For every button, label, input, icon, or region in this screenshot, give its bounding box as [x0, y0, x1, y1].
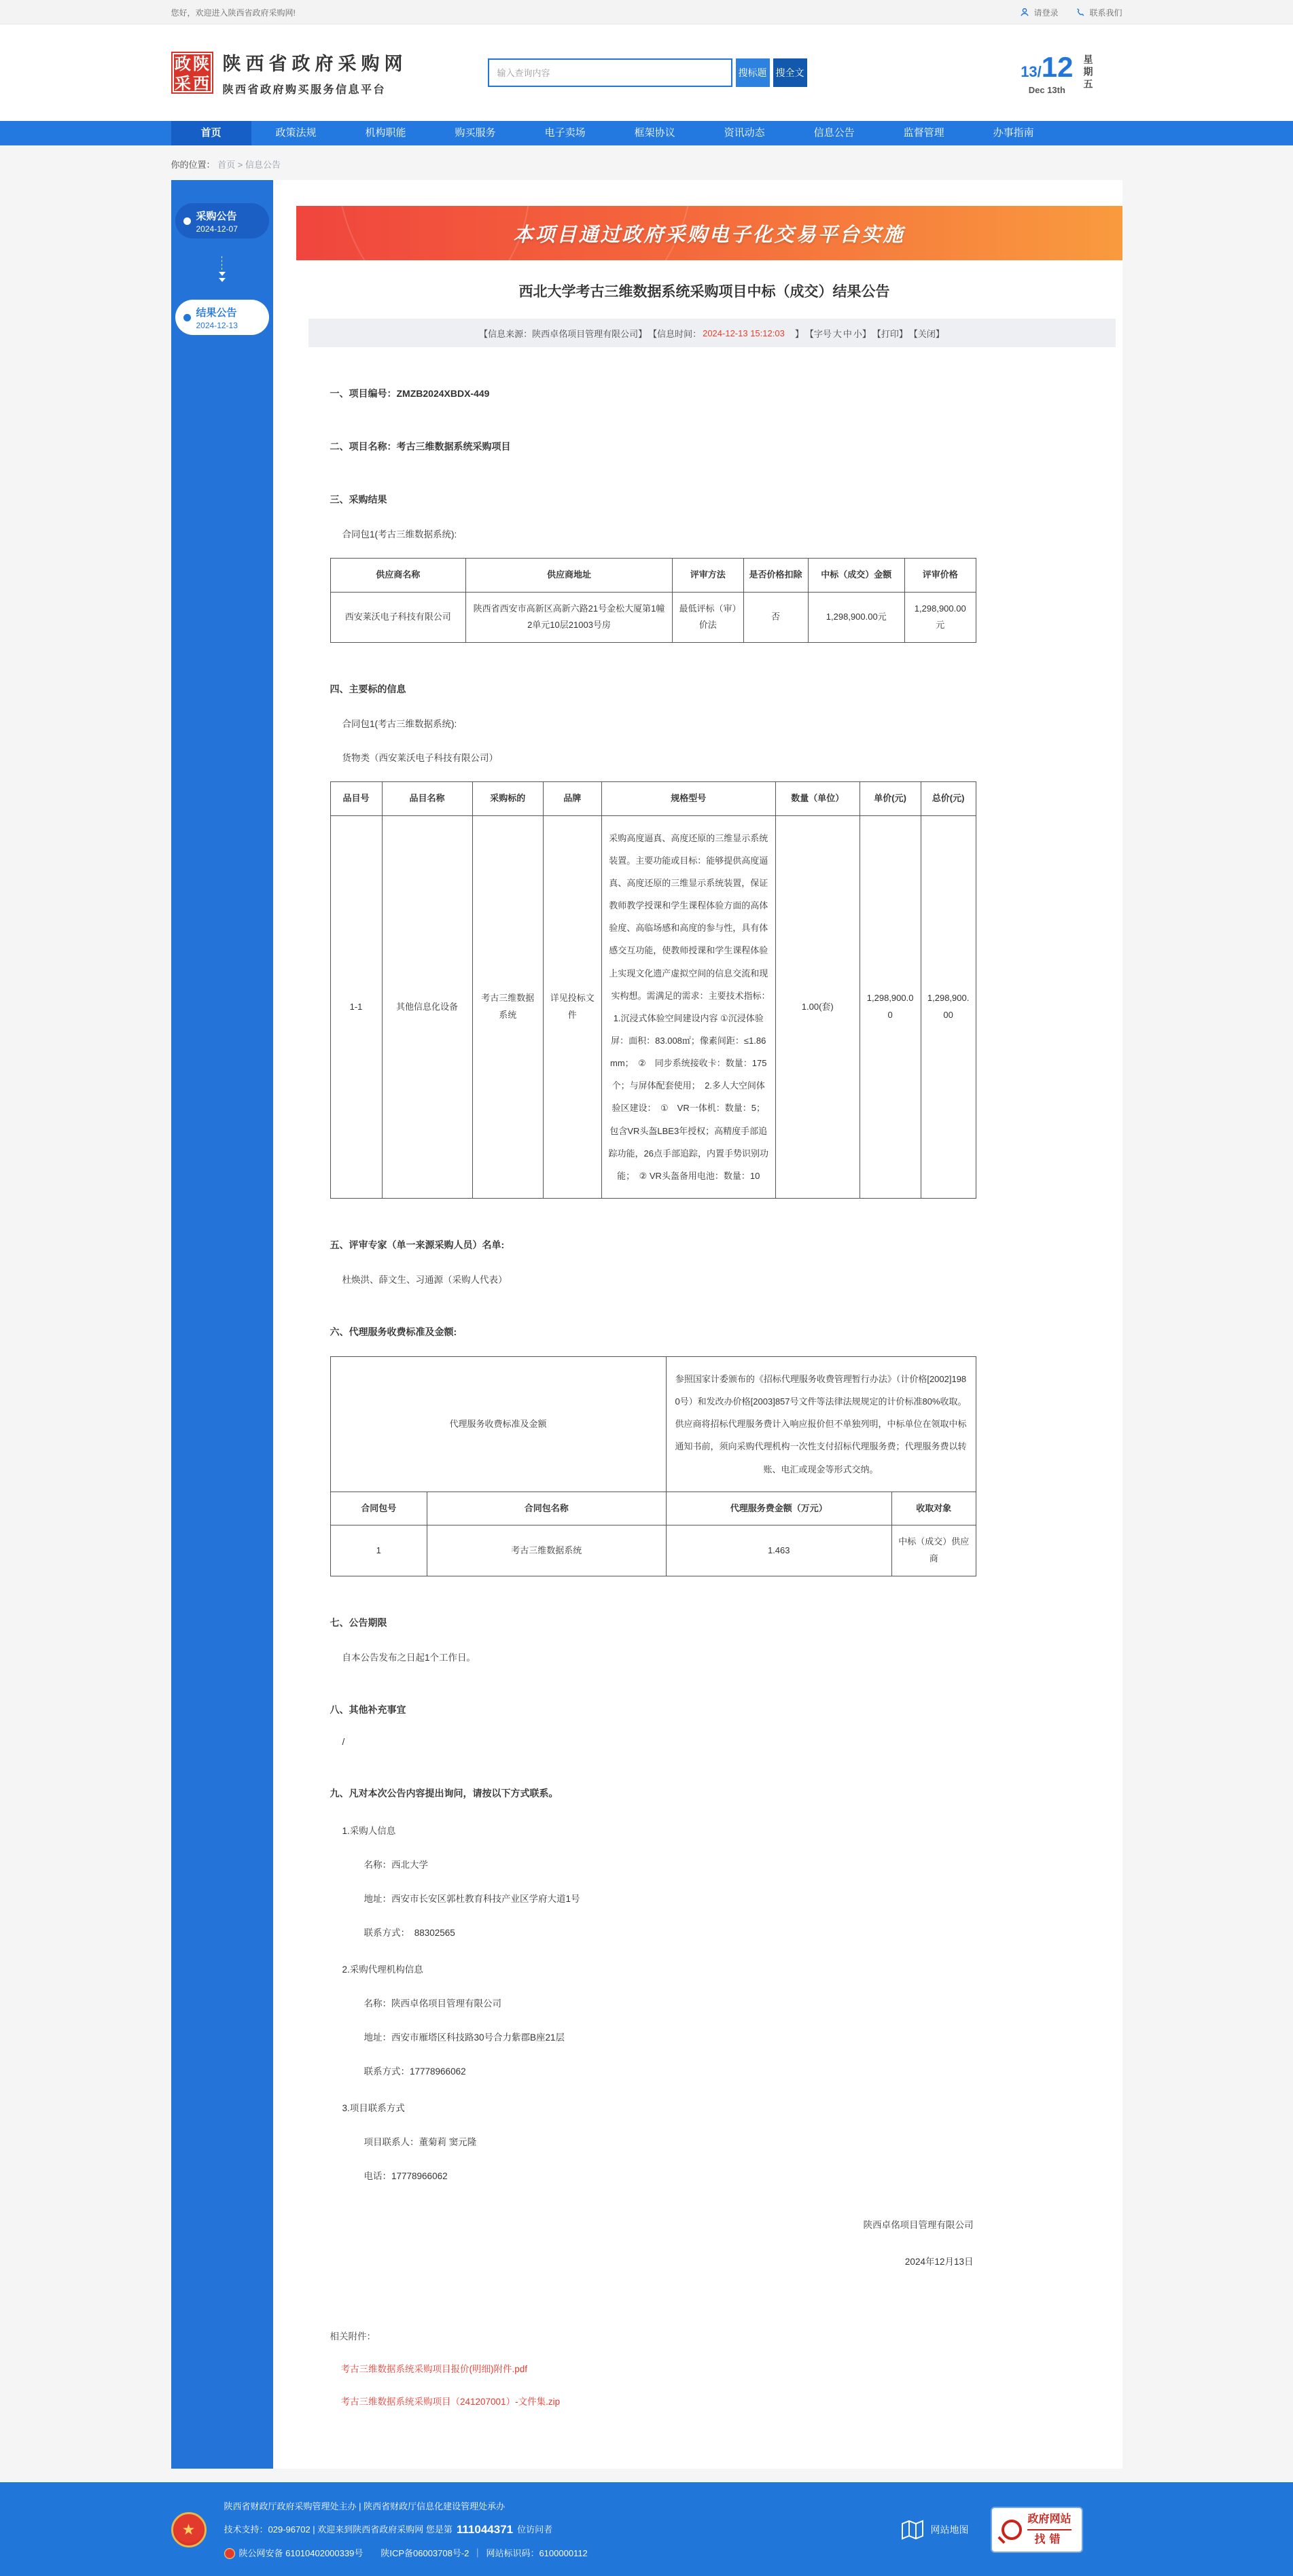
weekday-label: 星期五: [1082, 54, 1094, 91]
nav-item-supervision[interactable]: 监督管理: [903, 127, 944, 139]
nav-item-news[interactable]: 资讯动态: [724, 127, 765, 139]
search-input[interactable]: [488, 58, 732, 87]
platform-banner: [296, 206, 1122, 260]
section-6-heading: 六、代理服务收费标准及金额:: [330, 1326, 457, 1337]
magnifier-icon: [1002, 2520, 1022, 2540]
experts-line: 杜焕洪、薛文生、习通源（采购人代表）: [342, 1275, 508, 1285]
purchaser-info-title: 1.采购人信息: [342, 1825, 396, 1836]
package-line: 合同包1(考古三维数据系统):: [342, 719, 457, 730]
search-title-button[interactable]: 搜标题: [736, 58, 770, 87]
spec-cell: 采购高度逼真、高度还原的三维显示系统装置。主要功能或目标：能够提供高度逼真、高度还原的三维显示系统装置，保证教师教学授课和学生课程体验方面的高体验度、高临场感和高度的参与性，具有体感交互功能，使教师授课和学生课程体验上实现文化遗产虚拟空间的信息交流和现实构想。需满足的需求：主要技术指标： 1.沉浸式体验空间建设内容 ①沉浸体验屏：面积：83.008㎡；像素间距：≤1.86mm； ② 同步系统接收卡：数量：175个；与屏体配套使用； 2.多人大空间体验区建设： ① VR一体机：数量：5；包含VR头盔LBE3年授权；高精度手部追踪功能，26点手部追踪，内置手势识别功能； ② VR头盔备用电池：数量：10: [601, 815, 776, 1198]
site-title: 陕西省政府采购网: [222, 54, 408, 74]
fontsize-medium-button[interactable]: 中: [843, 328, 852, 339]
notice-period-line: 自本公告发布之日起1个工作日。: [342, 1652, 476, 1663]
err-badge-title: 政府网站: [1027, 2513, 1071, 2526]
fontsize-large-button[interactable]: 大: [832, 328, 842, 339]
breadcrumb-current: 信息公告: [245, 160, 281, 170]
agency-phone: 联系方式：17778966062: [364, 2066, 466, 2077]
table-header-row: 合同包号 合同包名称 代理服务费金额（万元） 收取对象: [330, 1492, 976, 1525]
nav-item-purchase-services[interactable]: 购买服务: [455, 127, 496, 139]
section-4-heading: 四、主要标的信息: [330, 684, 406, 695]
article-main: [273, 180, 1122, 2469]
category-line: 货物类（西安莱沃电子科技有限公司）: [342, 753, 498, 764]
other-matters-line: /: [342, 1736, 345, 1747]
attachment-zip-link[interactable]: 考古三维数据系统采购项目（241207001）-文件集.zip: [340, 2396, 561, 2407]
project-contact-phone: 电话：17778966062: [364, 2170, 448, 2181]
fee-text-cell: 参照国家计委颁布的《招标代理服务收费管理暂行办法》（计价格[2002]1980号）和发改办价格[2003]857号文件等法律法规规定的计价标准80%收取。供应商将招标代理服务费计入响应报价但不单独列明，中标单位在领取中标通知书前，须向采购代理机构一次性支付招标代理服务费；代理服务费以转账、电汇或现金等形式交纳。: [666, 1357, 976, 1492]
sitemap-link[interactable]: [901, 2520, 969, 2540]
agency-address: 地址：西安市雁塔区科技路30号合力紫郡B座21层: [364, 2032, 565, 2043]
breadcrumb-home-link[interactable]: 首页: [217, 160, 236, 170]
site-header: [0, 24, 1293, 121]
site-subtitle: 陕西省政府购买服务信息平台: [222, 84, 387, 96]
search-fulltext-button[interactable]: 搜全文: [773, 58, 807, 87]
project-contact-title: 3.项目联系方式: [342, 2102, 405, 2113]
fontsize-label: 【字号: [804, 328, 832, 339]
date-english: Dec 13th: [1028, 84, 1065, 95]
signature-block: [330, 2217, 976, 2268]
site-footer: ★ 陕西省财政厅政府采购管理处主办 | 陕西省财政厅信息化建设管理处承办 技术支持：029-96702 | 欢迎来到陕西省政府采购网 您是第 111044371 位访问者 陕公网安备 61010402000339号 陕ICP备06003708号-2 ｜ 网站标识码：6100000112 网站地图 政府网站 找错: [0, 2482, 1293, 2576]
banner-text: 本项目通过政府采购电子化交易平台实施: [513, 224, 905, 246]
purchaser-address: 地址：西安市长安区郭杜教育科技产业区学府大道1号: [364, 1893, 580, 1904]
err-badge-sub: 找错: [1027, 2529, 1071, 2547]
contact-link[interactable]: [1076, 7, 1122, 18]
contact-label: 联系我们: [1089, 7, 1122, 18]
nav-item-guide[interactable]: 办事指南: [993, 127, 1034, 139]
table-header-row: 品目号 品目名称 采购标的 品牌 规格型号 数量（单位） 单价(元) 总价(元): [330, 782, 976, 816]
breadcrumb-bar: [0, 145, 1293, 180]
result-table: [330, 558, 976, 643]
timeline-arrow-icon: [175, 256, 269, 282]
signature-company: 陕西卓佲项目管理有限公司: [863, 2219, 974, 2230]
user-icon: [1020, 7, 1029, 17]
project-contact-person: 项目联系人：董菊莉 窦元隆: [364, 2136, 477, 2147]
section-2-heading: 二、项目名称：考古三维数据系统采购项目: [330, 441, 511, 452]
nav-item-functions[interactable]: 机构职能: [365, 127, 406, 139]
breadcrumb-prefix: 你的位置：: [171, 160, 215, 170]
icp-beian[interactable]: 陕ICP备06003708号-2: [380, 2547, 470, 2558]
breadcrumb-separator: >: [237, 160, 243, 170]
nav-item-home[interactable]: 首页: [171, 121, 251, 145]
nav-item-framework[interactable]: 框架协议: [634, 127, 675, 139]
page-title: 西北大学考古三维数据系统采购项目中标（成交）结果公告: [518, 284, 890, 300]
topbar: [0, 0, 1293, 24]
police-badge-icon: [224, 2548, 235, 2559]
signature-date: 2024年12月13日: [904, 2256, 974, 2267]
site-logo: [171, 49, 408, 96]
welcome-text: 您好，欢迎进入陕西省政府采购网!: [171, 7, 296, 18]
gongan-beian[interactable]: 陕公网安备 61010402000339号: [238, 2547, 364, 2558]
attachment-pdf-link[interactable]: 考古三维数据系统采购项目报价(明细)附件.pdf: [340, 2363, 528, 2374]
nav-item-announcements[interactable]: 信息公告: [813, 127, 855, 139]
print-button[interactable]: 【打印】: [872, 328, 908, 339]
sidebar-item-result-notice[interactable]: [175, 300, 269, 335]
table-row: 1 考古三维数据系统 1.463 中标（成交）供应商: [330, 1525, 976, 1576]
login-link[interactable]: [1020, 7, 1058, 18]
date-month: 13/: [1021, 63, 1042, 80]
table-header-row: 供应商名称 供应商地址 评审方法 是否价格扣除 中标（成交）金额 评审价格: [330, 559, 976, 593]
content-area: [171, 180, 1122, 2469]
section-8-heading: 八、其他补充事宜: [330, 1704, 406, 1715]
close-button[interactable]: 【关闭】: [908, 328, 944, 339]
package-line: 合同包1(考古三维数据系统):: [342, 529, 457, 540]
nav-item-e-market[interactable]: 电子卖场: [544, 127, 586, 139]
attachments-label: 相关附件：: [330, 2331, 376, 2342]
section-3-heading: 三、采购结果: [330, 494, 387, 505]
national-emblem-icon: ★: [171, 2512, 207, 2547]
sidebar-item-date: 2024-12-07: [196, 224, 238, 234]
map-icon: [901, 2520, 924, 2540]
section-9-heading: 九、凡对本次公告内容提出询问，请按以下方式联系。: [330, 1787, 559, 1799]
footer-support-text: 技术支持：029-96702 | 欢迎来到陕西省政府采购网 您是第: [224, 2524, 453, 2535]
meta-time-label: 【信息时间：: [648, 328, 702, 339]
table-row: 西安莱沃电子科技有限公司 陕西省西安市高新区高新六路21号金松大厦第1幢2单元10层21003号房 最低评标（审）价法 否 1,298,900.00元 1,298,900.00元: [330, 592, 976, 642]
agency-info-title: 2.采购代理机构信息: [342, 1964, 423, 1975]
purchaser-phone: 联系方式： 88302565: [364, 1927, 455, 1938]
sidebar-item-label: 采购公告: [196, 210, 237, 222]
footer-gap: [0, 2469, 1293, 2482]
sidebar-item-label: 结果公告: [196, 306, 237, 319]
footer-organizer-line: 陕西省财政厅政府采购管理处主办 | 陕西省财政厅信息化建设管理处承办: [224, 2501, 506, 2511]
subject-table: [330, 781, 976, 1199]
purchaser-name: 名称：西北大学: [364, 1859, 428, 1870]
meta-time-value: 2024-12-13 15:12:03: [703, 328, 785, 338]
table-row: 1-1 其他信息化设备 考古三维数据系统 详见投标文件 采购高度逼真、高度还原的三维显示系统装置。主要功能或目标：能够提供高度逼真、高度还原的三维显示系统装置，保证教师教学授课和学生课程体验方面的高体验度、高临场感和高度的参与性，具有体感交互功能，使教师授课和学生课程体验上实现文化遗产虚拟空间的信息交流和现实构想。需满足的需求：主要技术指标： 1.沉浸式体验空间建设内容 ①沉浸体验屏：面积：83.008㎡；像素间距：≤1.86mm； ② 同步系统接收卡：数量：175个；与屏体配套使用； 2.多人大空间体验区建设： ① VR一体机：数量：5；包含VR头盔LBE3年授权；高精度手部追踪功能，26点手部追踪，内置手势识别功能； ② VR头盔备用电池：数量：10 1.00(套) 1,298,900.00 1,298,900.00: [330, 815, 976, 1198]
gov-site-error-report-badge[interactable]: [992, 2508, 1082, 2552]
date-day: 12: [1041, 50, 1074, 83]
main-nav: [0, 121, 1293, 145]
nav-item-policies[interactable]: 政策法规: [275, 127, 317, 139]
timeline-dot-icon: [183, 217, 191, 225]
sidebar-item-purchase-notice[interactable]: [175, 203, 269, 239]
fontsize-small-button[interactable]: 小】: [853, 328, 871, 339]
breadcrumb: [171, 158, 1122, 171]
agency-fee-table: [330, 1356, 976, 1576]
sidebar-item-date: 2024-12-13: [196, 320, 238, 330]
login-label: 请登录: [1033, 7, 1059, 18]
visitor-count: 111044371: [456, 2523, 514, 2537]
section-1-heading: 一、项目编号：ZMZB2024XBDX-449: [330, 388, 490, 399]
site-code: 网站标识码：6100000112: [486, 2547, 588, 2558]
logo-seal-icon: 政 陕 采 西: [171, 52, 213, 94]
timeline-sidebar: [171, 180, 273, 2469]
date-widget: [1021, 51, 1122, 95]
sitemap-label: 网站地图: [930, 2524, 969, 2536]
timeline-dot-icon: [183, 314, 191, 321]
article-meta-bar: 【信息来源：陕西卓佲项目管理有限公司】 【信息时间： 2024-12-13 15:12:03 】 【字号 大 中 小】 【打印】 【关闭】: [308, 319, 1116, 347]
section-5-heading: 五、评审专家（单一来源采购人员）名单:: [330, 1239, 505, 1250]
fee-label-cell: 代理服务收费标准及金额: [330, 1357, 666, 1492]
agency-name: 名称：陕西卓佲项目管理有限公司: [364, 1998, 501, 2009]
table-row: [330, 1357, 976, 1492]
section-7-heading: 七、公告期限: [330, 1617, 387, 1628]
phone-icon: [1076, 7, 1085, 17]
meta-source: 【信息来源：陕西卓佲项目管理有限公司】: [479, 328, 648, 339]
